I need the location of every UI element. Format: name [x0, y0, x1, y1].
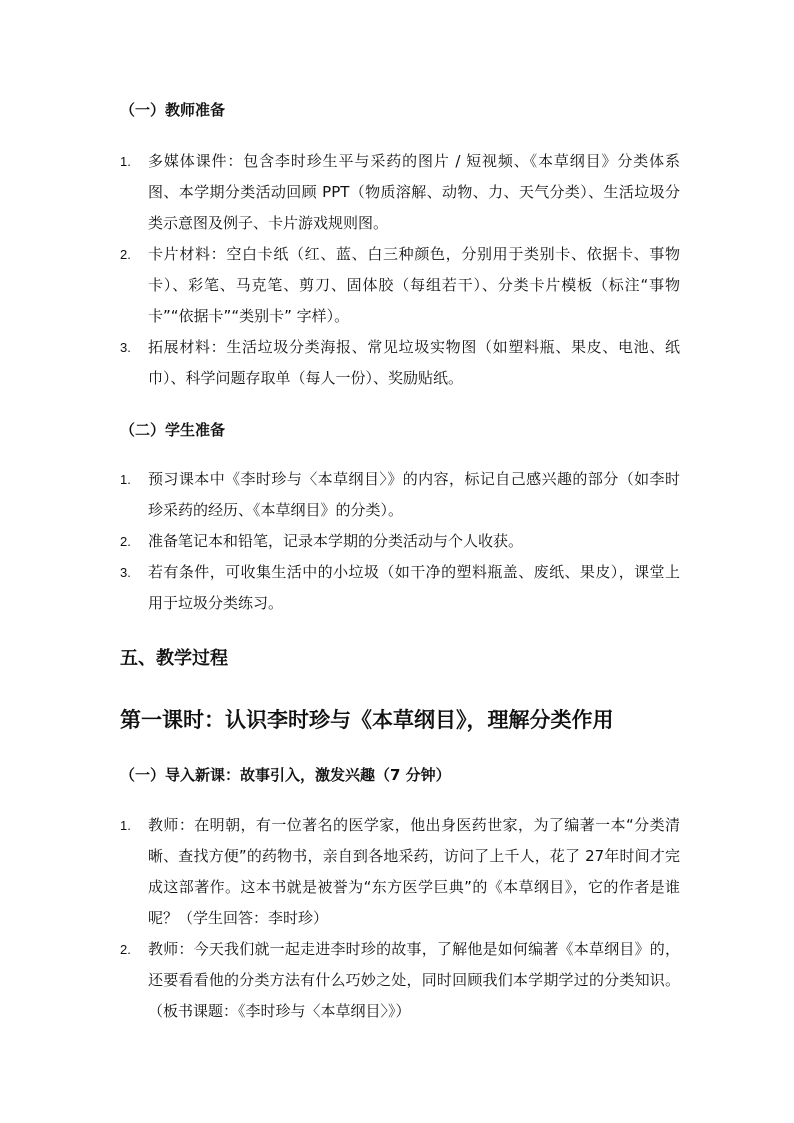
list-item-number: 2.	[120, 942, 131, 957]
list-item	[120, 934, 680, 1027]
student-prep-list	[120, 464, 680, 619]
list-item	[120, 557, 680, 619]
list-item-number: 1.	[120, 154, 131, 169]
list-item-text: 拓展材料：生活垃圾分类海报、常见垃圾实物图（如塑料瓶、果皮、电池、纸巾）、科学问题存取单（每人一份）、奖励贴纸。	[148, 338, 680, 387]
list-item-number: 1.	[120, 472, 131, 487]
list-item-text: 若有条件，可收集生活中的小垃圾（如干净的塑料瓶盖、废纸、果皮），课堂上用于垃圾分类练习。	[148, 563, 680, 612]
list-item-text: 教师：今天我们就一起走进李时珍的故事，了解他是如何编著《本草纲目》的，还要看看他的分类方法有什么巧妙之处，同时回顾我们本学期学过的分类知识。（板书课题：《李时珍与〈本草纲目〉》）	[148, 940, 680, 1020]
list-item-number: 2.	[120, 534, 131, 549]
list-item-number: 3.	[120, 340, 131, 355]
teacher-prep-list	[120, 146, 680, 394]
list-item-number: 2.	[120, 247, 131, 262]
student-prep-heading: （二）学生准备	[120, 421, 226, 439]
list-item	[120, 146, 680, 239]
list-item-number: 1.	[120, 818, 131, 833]
list-item-number: 3.	[120, 565, 131, 580]
intro-list	[120, 810, 680, 1027]
list-item-text: 多媒体课件：包含李时珍生平与采药的图片 / 短视频、《本草纲目》分类体系图、本学期分类活动回顾 PPT（物质溶解、动物、力、天气分类）、生活垃圾分类示意图及例子、卡片游戏规则图。	[148, 152, 680, 232]
list-item	[120, 332, 680, 394]
list-item-text: 教师：在明朝，有一位著名的医学家，他出身医药世家，为了编著一本“分类清晰、查找方便”的药物书，亲自到各地采药，访问了上千人，花了 27年时间才完成这部著作。这本书就是被誉为“东方医学巨典”的《本草纲目》，它的作者是谁呢？（学生回答：李时珍）	[148, 816, 680, 927]
list-item	[120, 464, 680, 526]
list-item-text: 卡片材料：空白卡纸（红、蓝、白三种颜色，分别用于类别卡、依据卡、事物卡）、彩笔、马克笔、剪刀、固体胶（每组若干）、分类卡片模板（标注“事物卡”“依据卡”“类别卡” 字样）。	[148, 245, 680, 325]
list-item	[120, 810, 680, 934]
list-item	[120, 239, 680, 332]
intro-heading: （一）导入新课：故事引入，激发兴趣（7 分钟）	[120, 766, 451, 784]
lesson1-title: 第一课时：认识李时珍与《本草纲目》，理解分类作用	[120, 708, 614, 732]
list-item-text: 预习课本中《李时珍与〈本草纲目〉》的内容，标记自己感兴趣的部分（如李时珍采药的经历、《本草纲目》的分类）。	[148, 470, 680, 519]
teacher-prep-heading: （一）教师准备	[120, 101, 226, 119]
list-item	[120, 526, 680, 557]
process-heading: 五、教学过程	[120, 648, 228, 669]
list-item-text: 准备笔记本和铅笔，记录本学期的分类活动与个人收获。	[148, 532, 524, 550]
